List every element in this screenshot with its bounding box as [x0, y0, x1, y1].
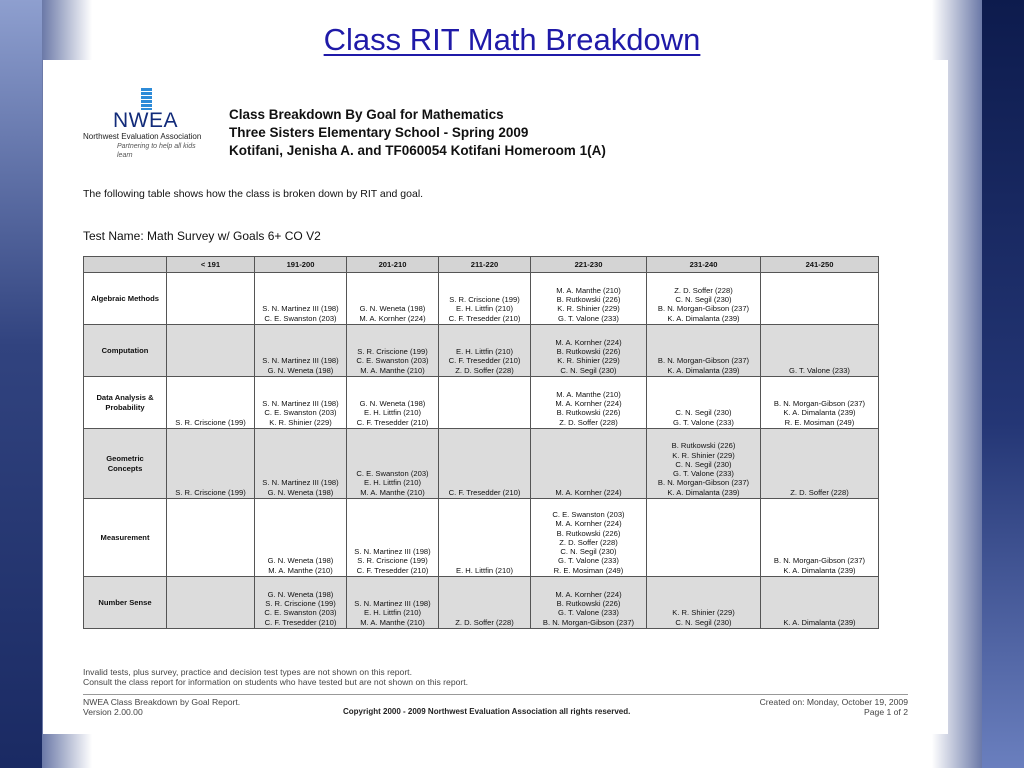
student-entry: C. E. Swanston (203): [552, 509, 625, 519]
table-cell: [255, 325, 347, 377]
table-cell: [761, 499, 879, 577]
table-row: [84, 499, 879, 577]
report-name: NWEA Class Breakdown by Goal Report.: [83, 697, 241, 707]
table-header-row: [84, 257, 879, 273]
table-cell: [531, 273, 647, 325]
student-entry: B. N. Morgan-Gibson (237): [773, 556, 866, 566]
student-entry: G. N. Weneta (198): [267, 365, 334, 375]
table-cell: [761, 429, 879, 499]
student-entry: G. T. Valone (233): [673, 469, 734, 479]
student-entry: K. A. Dimalanta (239): [667, 487, 740, 497]
table-row: [84, 325, 879, 377]
student-entry: G. T. Valone (233): [673, 417, 734, 427]
copyright: Copyright 2000 - 2009 Northwest Evaluation Association all rights reserved.: [343, 707, 631, 716]
student-entry: C. N. Segil (230): [675, 295, 732, 305]
student-entry: K. R. Shinier (229): [672, 450, 735, 460]
student-entry: B. Rutkowski (226): [556, 295, 621, 305]
student-entry: S. R. Criscione (199): [357, 347, 428, 357]
student-entry: Z. D. Soffer (228): [559, 417, 618, 427]
table-cell: [255, 577, 347, 629]
column-header: 221-230: [531, 257, 647, 273]
goal-label-line: Geometric: [106, 454, 144, 464]
student-entry: G. T. Valone (233): [558, 313, 619, 323]
student-entry: G. N. Weneta (198): [267, 487, 334, 497]
student-entry: C. F. Tresedder (210): [356, 565, 429, 575]
table-cell: [347, 577, 439, 629]
student-entry: K. A. Dimalanta (239): [783, 617, 856, 627]
student-entry: E. H. Littfin (210): [456, 347, 513, 357]
created-date: Created on: Monday, October 19, 2009: [759, 697, 908, 707]
student-entry: M. A. Kornher (224): [555, 399, 622, 409]
student-entry: B. N. Morgan-Gibson (237): [542, 617, 635, 627]
column-header: 211-220: [439, 257, 531, 273]
student-entry: E. H. Littfin (210): [456, 304, 513, 314]
student-entry: B. N. Morgan-Gibson (237): [657, 356, 750, 366]
table-cell: [439, 429, 531, 499]
student-entry: C. F. Tresedder (210): [448, 487, 521, 497]
table-cell: [167, 273, 255, 325]
note-line: Invalid tests, plus survey, practice and decision test types are not shown on this report.: [83, 667, 412, 677]
table-cell: [347, 377, 439, 429]
table-cell: [439, 325, 531, 377]
page-number: Page 1 of 2: [864, 707, 908, 717]
table-cell: [647, 577, 761, 629]
student-entry: C. E. Swanston (203): [264, 313, 337, 323]
table-cell: [347, 273, 439, 325]
student-entry: G. N. Weneta (198): [359, 304, 426, 314]
table-cell: [167, 325, 255, 377]
student-entry: C. E. Swanston (203): [356, 356, 429, 366]
student-entry: C. N. Segil (230): [560, 547, 617, 557]
student-entry: M. A. Manthe (210): [360, 487, 425, 497]
student-entry: B. N. Morgan-Gibson (237): [773, 399, 866, 409]
logo-tagline: Partnering to help all kids learn: [117, 143, 196, 159]
table-cell: [761, 577, 879, 629]
column-header: 201-210: [347, 257, 439, 273]
table-cell: [531, 377, 647, 429]
student-entry: B. Rutkowski (226): [671, 441, 736, 451]
student-entry: G. T. Valone (233): [558, 608, 619, 618]
goal-label-line: Data Analysis &: [96, 393, 154, 403]
student-entry: S. N. Martinez III (198): [262, 356, 339, 366]
student-entry: K. R. Shinier (229): [557, 356, 620, 366]
student-entry: S. R. Criscione (199): [357, 556, 428, 566]
report-version: Version 2.00.00: [83, 707, 143, 717]
student-entry: M. A. Manthe (210): [360, 365, 425, 375]
student-entry: C. E. Swanston (203): [264, 608, 337, 618]
student-entry: M. A. Kornher (224): [555, 487, 622, 497]
column-header: 241-250: [761, 257, 879, 273]
table-cell: [647, 377, 761, 429]
goal-label: [84, 499, 167, 577]
student-entry: K. R. Shinier (229): [672, 608, 735, 618]
table-cell: [439, 577, 531, 629]
student-entry: B. Rutkowski (226): [556, 599, 621, 609]
table-cell: [347, 325, 439, 377]
report-page: [43, 60, 948, 734]
student-entry: C. F. Tresedder (210): [448, 313, 521, 323]
table-cell: [647, 499, 761, 577]
nwea-logo: [83, 88, 213, 160]
student-entry: C. E. Swanston (203): [264, 408, 337, 418]
note-line: Consult the class report for information on students who have tested but are not shown on this report.: [83, 677, 469, 687]
student-entry: C. F. Tresedder (210): [356, 417, 429, 427]
table-cell: [647, 429, 761, 499]
student-entry: R. E. Mosiman (249): [553, 565, 624, 575]
student-entry: S. R. Criscione (199): [449, 295, 520, 305]
student-entry: M. A. Kornher (224): [555, 519, 622, 529]
student-entry: Z. D. Soffer (228): [455, 617, 514, 627]
student-entry: E. H. Littfin (210): [364, 408, 421, 418]
column-header: 191-200: [255, 257, 347, 273]
student-entry: S. N. Martinez III (198): [354, 599, 431, 609]
table-cell: [439, 499, 531, 577]
student-entry: C. N. Segil (230): [675, 617, 732, 627]
footer-created: [760, 697, 908, 717]
student-entry: G. T. Valone (233): [789, 365, 850, 375]
student-entry: M. A. Kornher (224): [555, 337, 622, 347]
student-entry: C. N. Segil (230): [675, 459, 732, 469]
student-entry: C. F. Tresedder (210): [448, 356, 521, 366]
goal-breakdown-table: [83, 256, 879, 629]
goal-label: [84, 577, 167, 629]
report-notes: [83, 667, 468, 687]
student-entry: C. F. Tresedder (210): [264, 617, 337, 627]
student-entry: S. N. Martinez III (198): [262, 478, 339, 488]
student-entry: S. R. Criscione (199): [265, 599, 336, 609]
student-entry: C. E. Swanston (203): [356, 469, 429, 479]
table-cell: [531, 499, 647, 577]
table-cell: [761, 377, 879, 429]
goal-label: [84, 273, 167, 325]
student-entry: Z. D. Soffer (228): [559, 537, 618, 547]
goal-label-line: Computation: [101, 345, 149, 355]
table-cell: [255, 273, 347, 325]
student-entry: K. A. Dimalanta (239): [667, 313, 740, 323]
left-decorative-strip: [0, 0, 42, 768]
student-entry: M. A. Manthe (210): [556, 389, 621, 399]
student-entry: M. A. Kornher (224): [555, 589, 622, 599]
table-cell: [167, 577, 255, 629]
student-entry: G. N. Weneta (198): [267, 556, 334, 566]
student-entry: B. Rutkowski (226): [556, 347, 621, 357]
table-row: [84, 273, 879, 325]
goal-label: [84, 325, 167, 377]
table-cell: [347, 429, 439, 499]
table-row: [84, 429, 879, 499]
table-cell: [531, 429, 647, 499]
student-entry: G. N. Weneta (198): [359, 399, 426, 409]
logo-wordmark: NWEA: [113, 109, 178, 132]
right-decorative-strip: [982, 0, 1024, 768]
goal-label-line: Number Sense: [98, 597, 152, 607]
student-entry: B. N. Morgan-Gibson (237): [657, 478, 750, 488]
table-cell: [761, 325, 879, 377]
student-entry: C. N. Segil (230): [675, 408, 732, 418]
table-cell: [255, 377, 347, 429]
student-entry: S. R. Criscione (199): [175, 417, 246, 427]
student-entry: S. N. Martinez III (198): [354, 547, 431, 557]
table-cell: [167, 429, 255, 499]
table-cell: [439, 273, 531, 325]
report-school: Three Sisters Elementary School - Spring 2009: [229, 125, 529, 140]
student-entry: S. R. Criscione (199): [175, 487, 246, 497]
logo-subtitle: Northwest Evaluation Association: [83, 132, 202, 141]
student-entry: K. A. Dimalanta (239): [667, 365, 740, 375]
table-cell: [439, 377, 531, 429]
student-entry: M. A. Manthe (210): [556, 285, 621, 295]
student-entry: Z. D. Soffer (228): [455, 365, 514, 375]
table-cell: [761, 273, 879, 325]
student-entry: B. Rutkowski (226): [556, 408, 621, 418]
table-cell: [647, 273, 761, 325]
test-name: Test Name: Math Survey w/ Goals 6+ CO V2: [83, 229, 321, 243]
table-cell: [531, 325, 647, 377]
goal-label-line: Concepts: [107, 463, 143, 473]
student-entry: M. A. Kornher (224): [359, 313, 426, 323]
student-entry: M. A. Manthe (210): [360, 617, 425, 627]
nwea-logo-bar-icon: [141, 88, 152, 110]
table-cell: [167, 499, 255, 577]
student-entry: M. A. Manthe (210): [268, 565, 333, 575]
table-cell: [167, 377, 255, 429]
table-row: [84, 577, 879, 629]
report-title: Class Breakdown By Goal for Mathematics: [229, 107, 504, 122]
goal-label-line: Measurement: [100, 532, 150, 542]
report-intro: The following table shows how the class is broken down by RIT and goal.: [83, 188, 424, 200]
student-entry: K. A. Dimalanta (239): [783, 408, 856, 418]
goal-label-line: Probability: [105, 402, 145, 412]
column-header: 231-240: [647, 257, 761, 273]
student-entry: G. N. Weneta (198): [267, 589, 334, 599]
student-entry: R. E. Mosiman (249): [784, 417, 855, 427]
column-header: [84, 257, 167, 273]
footer-divider: [83, 694, 908, 695]
student-entry: Z. D. Soffer (228): [674, 285, 733, 295]
table-cell: [647, 325, 761, 377]
report-class: Kotifani, Jenisha A. and TF060054 Kotifani Homeroom 1(A): [229, 143, 606, 158]
student-entry: E. H. Littfin (210): [364, 608, 421, 618]
student-entry: S. N. Martinez III (198): [262, 399, 339, 409]
table-cell: [531, 577, 647, 629]
student-entry: K. A. Dimalanta (239): [783, 565, 856, 575]
goal-label-line: Algebraic Methods: [91, 293, 159, 303]
table-cell: [255, 429, 347, 499]
student-entry: G. T. Valone (233): [558, 556, 619, 566]
table-cell: [255, 499, 347, 577]
student-entry: E. H. Littfin (210): [364, 478, 421, 488]
student-entry: K. R. Shinier (229): [557, 304, 620, 314]
student-entry: C. N. Segil (230): [560, 365, 617, 375]
goal-label: [84, 377, 167, 429]
student-entry: K. R. Shinier (229): [269, 417, 332, 427]
footer-report-info: [83, 697, 240, 717]
student-entry: B. Rutkowski (226): [556, 528, 621, 538]
report-header: [229, 106, 606, 160]
student-entry: E. H. Littfin (210): [456, 565, 513, 575]
student-entry: Z. D. Soffer (228): [790, 487, 849, 497]
goal-label: [84, 429, 167, 499]
table-row: [84, 377, 879, 429]
column-header: < 191: [167, 257, 255, 273]
student-entry: B. N. Morgan-Gibson (237): [657, 304, 750, 314]
student-entry: S. N. Martinez III (198): [262, 304, 339, 314]
table-cell: [347, 499, 439, 577]
slide-title: Class RIT Math Breakdown: [323, 22, 701, 57]
